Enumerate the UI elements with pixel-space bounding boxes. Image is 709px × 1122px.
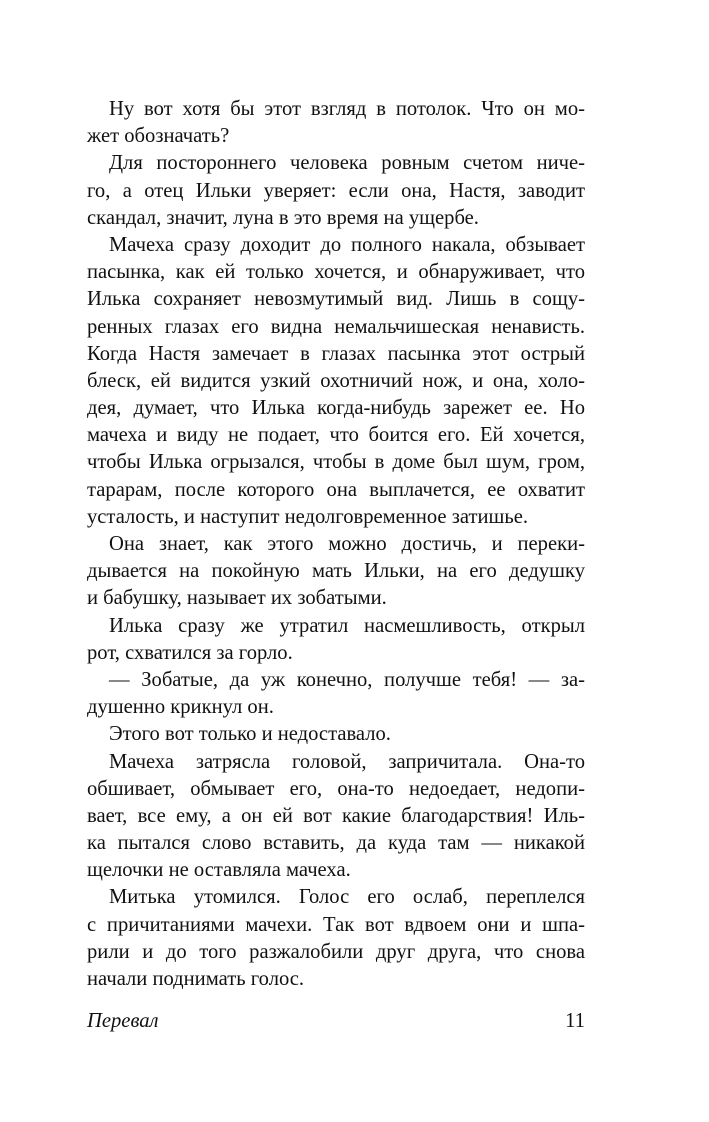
body-text <box>87 96 585 993</box>
paragraph-7 <box>87 721 585 748</box>
running-title: Перевал <box>87 1010 159 1032</box>
text-line: чтобы Илька огрызался, чтобы в доме был шум, гром, <box>87 451 585 474</box>
text-line: пасынка, как ей только хочется, и обнаруживает, что <box>87 261 585 284</box>
paragraph-3 <box>87 232 585 531</box>
paragraph-1 <box>87 96 585 150</box>
text-line: усталость, и наступит недолговременное затишье. <box>87 505 529 528</box>
text-line: рот, схватился за горло. <box>87 641 293 664</box>
text-line: Митька утомился. Голос его ослаб, переплелся <box>109 886 585 909</box>
text-line: Ну вот хотя бы этот взгляд в потолок. Что он мо- <box>109 98 585 120</box>
text-line: Для постороннего человека ровным счетом ниче- <box>109 152 585 175</box>
paragraph-6 <box>87 667 585 721</box>
dialogue-line: — Зобатые, да уж конечно, получше тебя! — за- <box>109 668 585 691</box>
paragraph-2 <box>87 150 585 232</box>
text-line: Мачеха затрясла головой, запричитала. Она-то <box>109 750 585 773</box>
text-line: скандал, значит, луна в это время на ущербе. <box>87 206 479 229</box>
text-line: щелочки не оставляла мачеха. <box>87 859 351 882</box>
text-line: и бабушку, называет их зобатыми. <box>87 587 387 610</box>
text-line: блеск, ей видится узкий охотничий нож, и она, холо- <box>87 369 585 392</box>
paragraph-5 <box>87 613 585 667</box>
text-line: тарарам, после которого она выплачется, ее охватит <box>87 478 585 501</box>
text-line: рили и до того разжалобили друг друга, что снова <box>87 940 585 963</box>
text-line: дея, думает, что Илька когда-нибудь зарежет ее. Но <box>87 397 585 420</box>
text-line: Этого вот только и недоставало. <box>109 723 391 746</box>
text-line: Илька сразу же утратил насмешливость, открыл <box>109 614 585 637</box>
paragraph-4 <box>87 531 585 613</box>
text-line: вает, все ему, а он ей вот какие благодарствия! Иль- <box>87 804 585 827</box>
text-line: Илька сохраняет невозмутимый вид. Лишь в сощу- <box>87 288 585 311</box>
text-line: с причитаниями мачехи. Так вот вдвоем они и шпа- <box>87 913 585 936</box>
paragraph-9 <box>87 884 585 993</box>
text-line: начали поднимать голос. <box>87 968 305 990</box>
page-footer <box>87 1010 585 1038</box>
text-line: обшивает, обмывает его, она-то недоедает, недопи- <box>87 777 585 800</box>
dialogue-line: душенно крикнул он. <box>87 696 274 719</box>
paragraph-8 <box>87 749 585 885</box>
page-number: 11 <box>565 1010 585 1032</box>
text-line: жет обозначать? <box>87 125 230 148</box>
text-line: ренных глазах его видна немальчишеская ненависть. <box>87 315 585 338</box>
text-line: Она знает, как этого можно достичь, и переки- <box>109 533 585 555</box>
text-line: Мачеха сразу доходит до полного накала, обзывает <box>109 233 585 256</box>
text-line: дывается на покойную мать Ильки, на его дедушку <box>87 560 585 583</box>
text-line: го, а отец Ильки уверяет: если она, Настя, заводит <box>87 179 585 202</box>
text-line: Когда Настя замечает в глазах пасынка этот острый <box>87 342 585 365</box>
text-line: ка пытался слово вставить, да куда там — никакой <box>87 832 585 855</box>
text-line: мачеха и виду не подает, что боится его. Ей хочется, <box>87 424 585 447</box>
